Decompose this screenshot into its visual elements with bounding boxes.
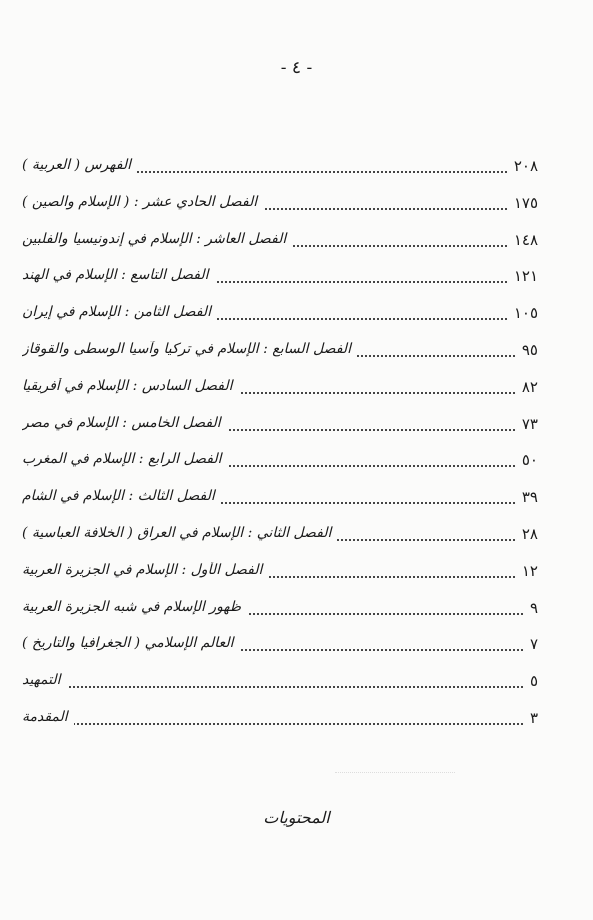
toc-entry: [22, 339, 538, 376]
toc-entry-title: الفصل السادس : الإسلام في أفريقيا: [22, 378, 239, 394]
toc-entry: [22, 597, 538, 634]
footer-label: المحتويات: [263, 808, 330, 827]
page-number: - ٤ -: [280, 58, 313, 78]
toc-entry-page: ٥: [525, 672, 538, 690]
toc-entry: [22, 633, 538, 670]
toc-entry-title: التمهيد: [22, 672, 67, 688]
toc-entry-title: الفصل الرابع : الإسلام في المغرب: [22, 451, 228, 467]
toc-entry-title: الفصل الثالث : الإسلام في الشام: [22, 488, 221, 504]
toc-entry-title: الفصل الخامس : الإسلام في مصر: [22, 415, 227, 431]
toc-entry-page: ١٧٥: [509, 194, 538, 212]
toc-entry: [22, 229, 538, 266]
toc-entry-page: ١٤٨: [509, 231, 538, 249]
toc-entry-title: الفصل الحادي عشر : ( الإسلام والصين ): [22, 194, 263, 210]
toc-entry-page: ٩٥: [517, 341, 538, 359]
toc-entry-page: ٩: [525, 599, 538, 617]
faint-bleed-through: [335, 768, 455, 773]
toc-entry: [22, 670, 538, 707]
toc-entry-title: ظهور الإسلام في شبه الجزيرة العربية: [22, 599, 247, 615]
toc-entry-page: ٧: [525, 635, 538, 653]
toc-entry-title: الفصل التاسع : الإسلام في الهند: [22, 267, 215, 283]
toc-entry-title: ( الجغرافيا والتاريخ ) العالم الإسلامي: [22, 635, 239, 651]
toc-entry-page: ٣٩: [517, 488, 538, 506]
toc-entry: [22, 707, 538, 744]
toc-entry-page: ٨٢: [517, 378, 538, 396]
toc-entry-title: المقدمة: [22, 709, 74, 725]
toc-entry-page: ٢٨: [517, 525, 538, 543]
toc-entry-page: ١٢: [517, 562, 538, 580]
table-of-contents: [22, 155, 538, 744]
toc-entry-title: الفصل الثامن : الإسلام في إيران: [22, 304, 217, 320]
leader-dots: [22, 715, 534, 725]
toc-entry: [22, 155, 538, 192]
toc-entry: [22, 192, 538, 229]
toc-entry-title: الفصل السابع : الإسلام في تركيا وآسيا الوسطى والقوقاز: [22, 341, 357, 357]
toc-entry-page: ١٠٥: [509, 304, 538, 322]
toc-entry-page: ١٢١: [509, 267, 538, 285]
toc-entry-page: ٢٠٨: [509, 157, 538, 175]
toc-entry-page: ٣: [525, 709, 538, 727]
toc-entry-page: ٧٣: [517, 415, 538, 433]
toc-entry: [22, 523, 538, 560]
toc-entry: [22, 486, 538, 523]
toc-entry: [22, 302, 538, 339]
toc-entry: [22, 265, 538, 302]
toc-entry: [22, 376, 538, 413]
toc-entry-title: الفهرس ( العربية ): [22, 157, 137, 173]
toc-entry-title: الفصل العاشر : الإسلام في إندونيسيا والفلبين: [22, 231, 292, 247]
toc-entry: [22, 413, 538, 450]
toc-entry-page: ٥٠: [517, 451, 538, 469]
toc-entry: [22, 560, 538, 597]
toc-entry-title: الفصل الثاني : الإسلام في العراق ( الخلافة العباسية ): [22, 525, 337, 541]
toc-entry-title: الفصل الأول : الإسلام في الجزيرة العربية: [22, 562, 268, 578]
leader-dots: [22, 678, 534, 688]
toc-entry: [22, 449, 538, 486]
